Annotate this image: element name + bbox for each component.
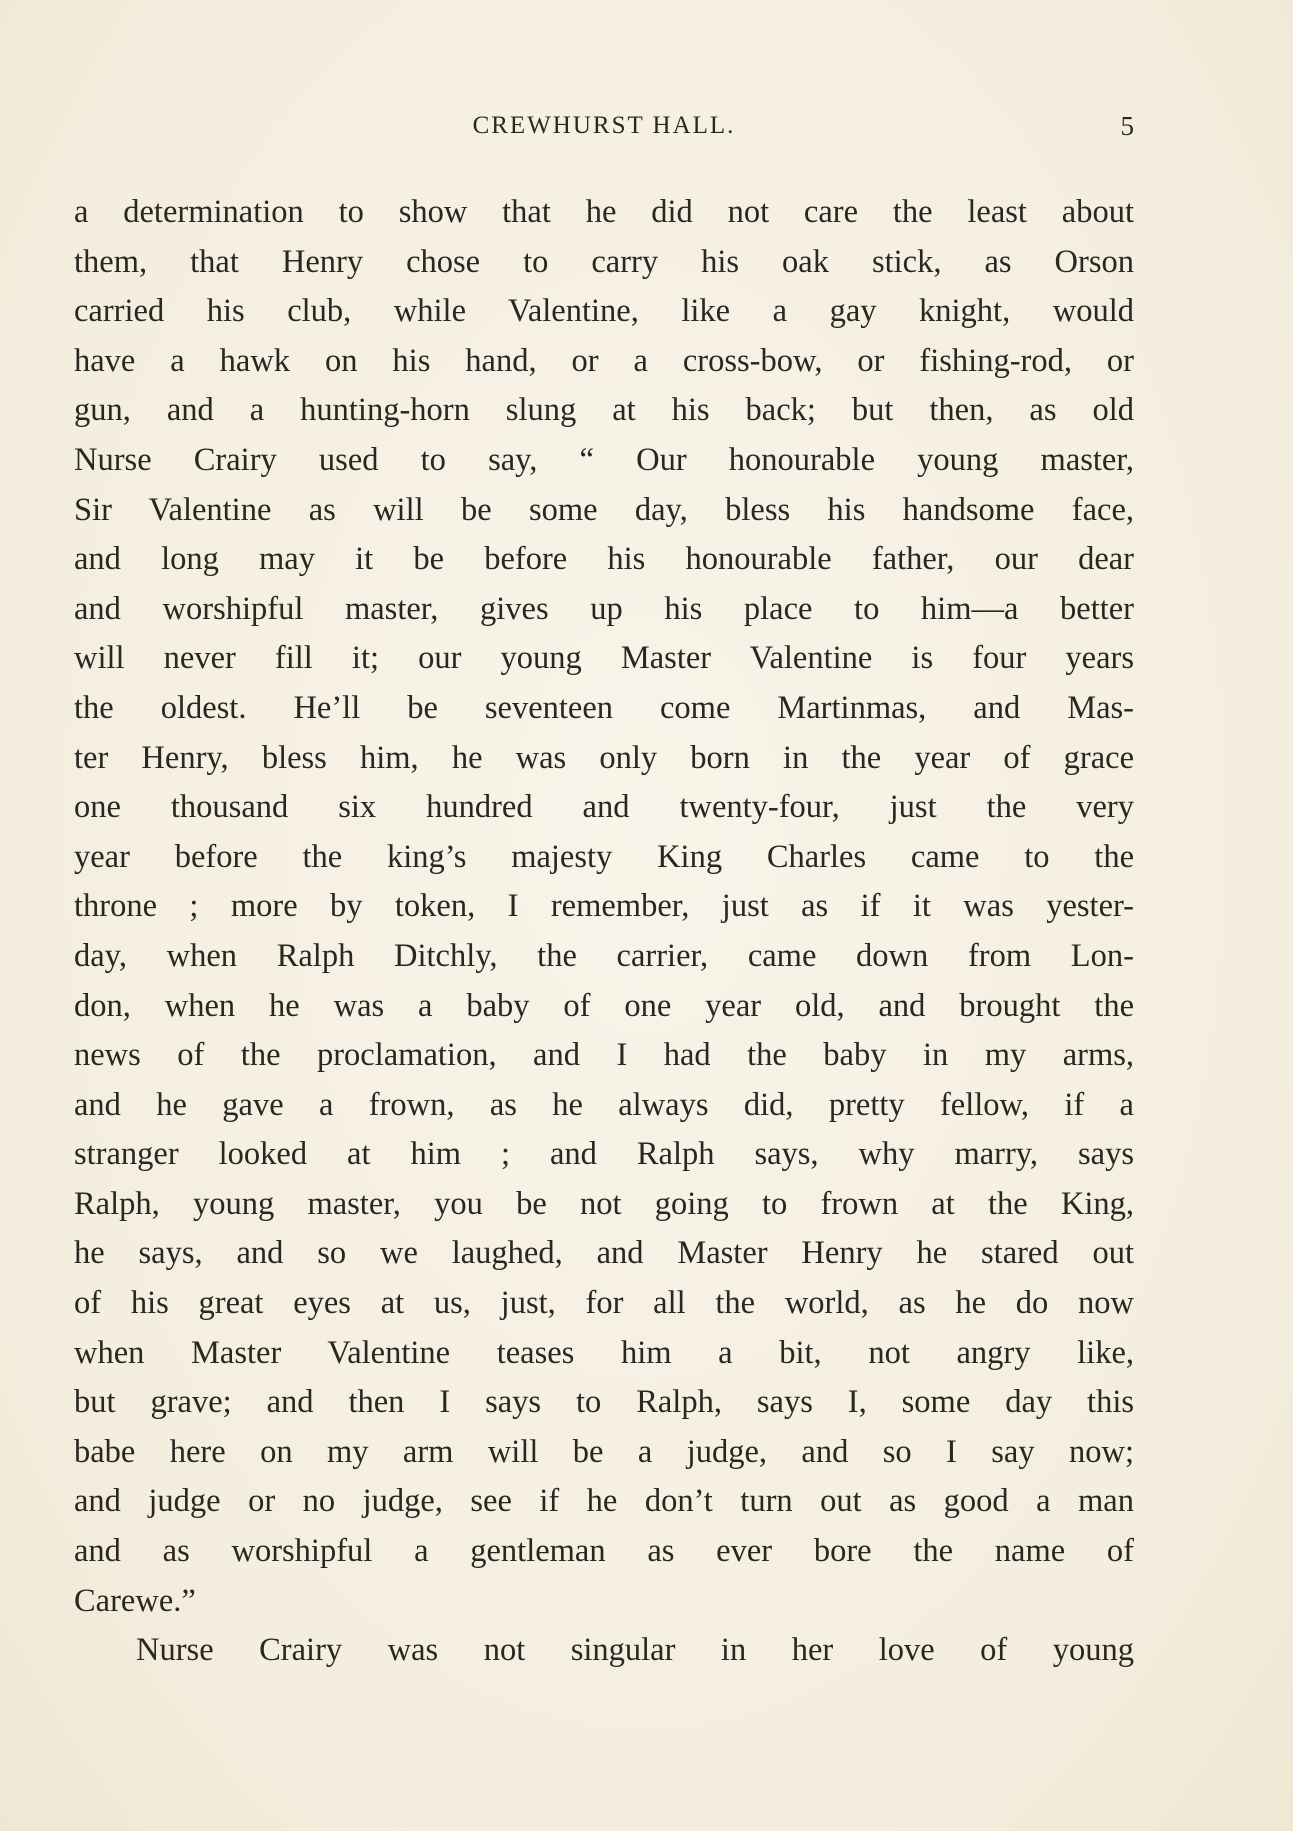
text-line: and judge or no judge, see if he don’t turn out as good a man — [74, 1483, 1134, 1520]
text-line: gun, and a hunting-horn slung at his back; but then, as old — [74, 392, 1134, 429]
text-line: Ralph, young master, you be not going to frown at the King, — [74, 1185, 1134, 1222]
text-line: babe here on my arm will be a judge, and so I say now; — [74, 1433, 1134, 1470]
text-line: a determination to show that he did not care the least about — [74, 194, 1134, 230]
text-line: have a hawk on his hand, or a cross-bow, or fishing-rod, or — [74, 342, 1134, 379]
text-line: one thousand six hundred and twenty-four, just the very — [74, 789, 1134, 826]
text-line: them, that Henry chose to carry his oak stick, as Orson — [74, 243, 1134, 280]
text-line: and he gave a frown, as he always did, pretty fellow, if a — [74, 1086, 1134, 1123]
text-line: Nurse Crairy used to say, “ Our honourable young master, — [74, 441, 1134, 478]
text-line: day, when Ralph Ditchly, the carrier, came down from Lon- — [74, 937, 1134, 974]
text-line: the oldest. He’ll be seventeen come Martinmas, and Mas- — [74, 689, 1134, 726]
text-line: and long may it be before his honourable father, our dear — [74, 541, 1134, 578]
text-line: year before the king’s majesty King Charles came to the — [74, 838, 1134, 875]
text-line: he says, and so we laughed, and Master Henry he stared out — [74, 1235, 1134, 1272]
text-line: and worshipful master, gives up his place to him—a better — [74, 590, 1134, 627]
text-line: don, when he was a baby of one year old, and brought the — [74, 987, 1134, 1024]
text-line: and as worshipful a gentleman as ever bore the name of — [74, 1533, 1134, 1570]
text-line: Sir Valentine as will be some day, bless his handsome face, — [74, 491, 1134, 528]
text-line: ter Henry, bless him, he was only born in the year of grace — [74, 739, 1134, 776]
running-title: CREWHURST HALL. — [472, 112, 736, 139]
text-line: carried his club, while Valentine, like a gay knight, would — [74, 293, 1134, 330]
text-line: stranger looked at him ; and Ralph says, why marry, says — [74, 1136, 1134, 1173]
text-line: news of the proclamation, and I had the baby in my arms, — [74, 1037, 1134, 1074]
text-line: but grave; and then I says to Ralph, says I, some day this — [74, 1384, 1134, 1421]
text-line: when Master Valentine teases him a bit, not angry like, — [74, 1334, 1134, 1371]
text-line: will never fill it; our young Master Valentine is four years — [74, 640, 1134, 677]
paragraph-end-line: Carewe.” — [74, 1582, 196, 1619]
text-line: throne ; more by token, I remember, just as if it was yester- — [74, 888, 1134, 925]
running-head — [74, 106, 1134, 146]
page-number: 5 — [1120, 111, 1134, 141]
body-text — [74, 188, 1134, 1676]
text-line: of his great eyes at us, just, for all the world, as he do now — [74, 1285, 1134, 1322]
paragraph-start-line: Nurse Crairy was not singular in her love of young — [136, 1632, 1134, 1669]
